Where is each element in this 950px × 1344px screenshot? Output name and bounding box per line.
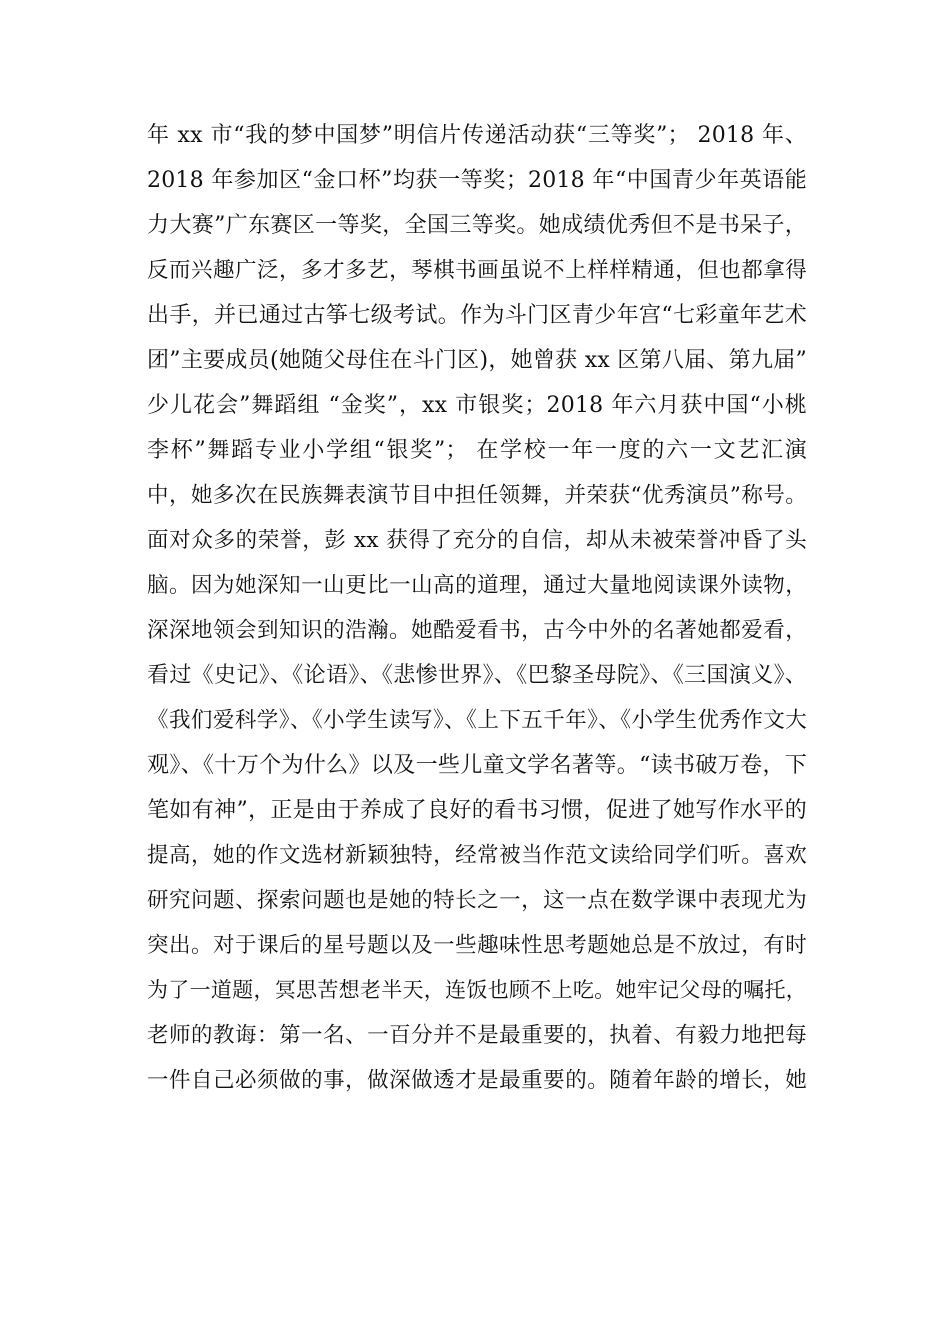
text-line: 李杯”舞蹈专业小学组“银奖”； 在学校一年一度的六一文艺汇演 xyxy=(147,438,807,463)
text-line: 中，她多次在民族舞表演节目中担任领舞，并荣获“优秀演员”称号。 xyxy=(147,483,807,508)
text-line: 年 xx 市“我的梦中国梦”明信片传递活动获“三等奖”； 2018 年、 xyxy=(147,123,807,148)
text-line: 老师的教诲：第一名、一百分并不是最重要的，执着、有毅力地把每 xyxy=(147,1023,807,1048)
text-line: 面对众多的荣誉，彭 xx 获得了充分的自信，却从未被荣誉冲昏了头 xyxy=(147,528,807,553)
text-line: 看过《史记》、《论语》、《悲惨世界》、《巴黎圣母院》、《三国演义》、 xyxy=(147,663,807,688)
text-line: 力大赛”广东赛区一等奖，全国三等奖。她成绩优秀但不是书呆子， xyxy=(147,213,807,238)
text-line: 提高，她的作文选材新颖独特，经常被当作范文读给同学们听。喜欢 xyxy=(147,843,807,868)
body-paragraph xyxy=(147,113,807,1103)
text-line: 少儿花会”舞蹈组 “金奖”，xx 市银奖；2018 年六月获中国“小桃 xyxy=(147,393,807,418)
text-line: 突出。对于课后的星号题以及一些趣味性思考题她总是不放过，有时 xyxy=(147,933,807,958)
text-line: 为了一道题，冥思苦想老半天，连饭也顾不上吃。她牢记父母的嘱托， xyxy=(147,978,807,1002)
text-line: 《我们爱科学》、《小学生读写》、《上下五千年》、《小学生优秀作文大 xyxy=(147,708,807,733)
text-line: 深深地领会到知识的浩瀚。她酷爱看书，古今中外的名著她都爱看， xyxy=(147,618,807,643)
text-line: 笔如有神”，正是由于养成了良好的看书习惯，促进了她写作水平的 xyxy=(147,798,807,823)
text-line: 脑。因为她深知一山更比一山高的道理，通过大量地阅读课外读物， xyxy=(147,573,807,598)
text-line: 出手，并已通过古筝七级考试。作为斗门区青少年宫“七彩童年艺术 xyxy=(147,303,807,328)
text-line: 观》、《十万个为什么》以及一些儿童文学名著等。“读书破万卷，下 xyxy=(147,753,807,778)
text-line: 2018 年参加区“金口杯”均获一等奖；2018 年“中国青少年英语能 xyxy=(147,168,807,193)
text-line: 研究问题、探索问题也是她的特长之一，这一点在数学课中表现尤为 xyxy=(147,888,807,913)
text-line: 反而兴趣广泛，多才多艺，琴棋书画虽说不上样样精通，但也都拿得 xyxy=(147,258,807,283)
text-line: 团”主要成员(她随父母住在斗门区)，她曾获 xx 区第八届、第九届” xyxy=(147,348,807,373)
text-line: 一件自己必须做的事，做深做透才是最重要的。随着年龄的增长，她 xyxy=(147,1068,807,1093)
